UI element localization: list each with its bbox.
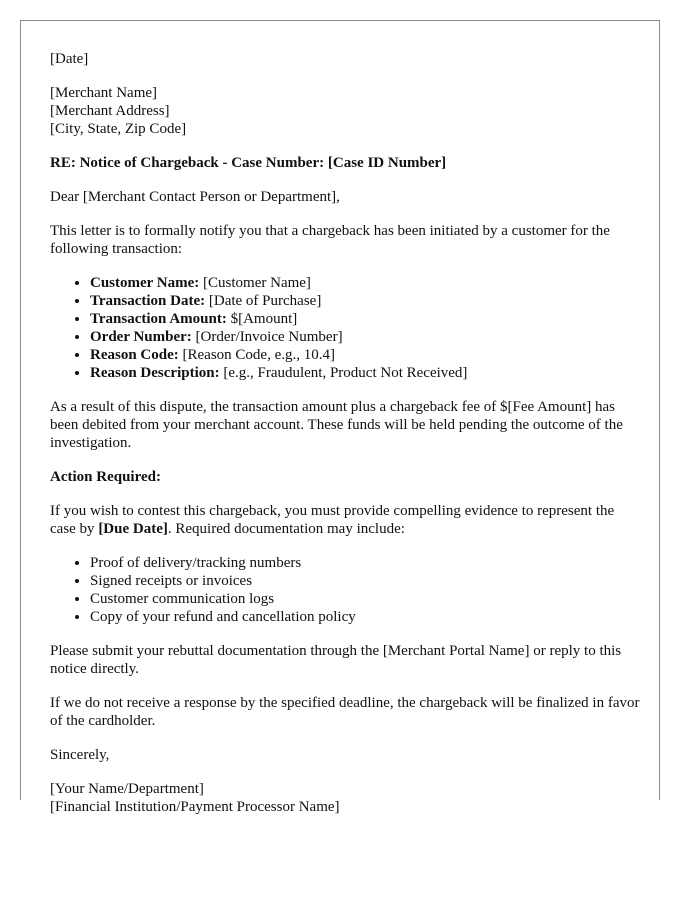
detail-transaction-amount (90, 310, 640, 328)
detail-value: [Customer Name] (199, 275, 311, 291)
detail-value: [e.g., Fraudulent, Product Not Received] (219, 365, 468, 381)
detail-label: Transaction Date: (90, 293, 206, 309)
documentation-item: • Copy of your refund and cancellation policy (90, 608, 640, 626)
re-line: RE: Notice of Chargeback - Case Number: [Case ID Number] (50, 155, 447, 171)
due-date: [Due Date] (98, 521, 168, 537)
detail-order-number (90, 328, 640, 346)
detail-reason-description (90, 364, 640, 382)
deadline-paragraph: If we do not receive a response by the specified deadline, the chargeback will be finalized in favor of the cardholder. (50, 695, 640, 729)
detail-customer-name (90, 274, 640, 292)
merchant-name: [Merchant Name] (50, 85, 158, 101)
contest-text-after: . Required documentation may include: (167, 521, 405, 537)
transaction-details-list (50, 274, 640, 382)
result-paragraph: As a result of this dispute, the transaction amount plus a chargeback fee of $[Fee Amount] has been debited from your merchant account. These funds will be held pending the outcome of the investigation. (50, 399, 623, 451)
letter-date: [Date] (50, 51, 89, 67)
letter-page (20, 20, 660, 815)
detail-transaction-date (90, 292, 640, 310)
submit-paragraph: Please submit your rebuttal documentation through the [Merchant Portal Name] or reply to this notice directly. (50, 643, 622, 677)
documentation-item: • Customer communication logs (90, 590, 640, 608)
detail-label: Transaction Amount: (90, 311, 227, 327)
detail-value: $[Amount] (226, 311, 298, 327)
detail-value: [Date of Purchase] (205, 293, 322, 309)
merchant-address-block (50, 84, 640, 138)
signature-name: [Your Name/Department] (50, 781, 204, 797)
detail-label: Customer Name: (90, 275, 200, 291)
detail-value: [Order/Invoice Number] (191, 329, 343, 345)
detail-value: [Reason Code, e.g., 10.4] (178, 347, 335, 363)
merchant-city-state-zip: [City, State, Zip Code] (50, 121, 187, 137)
closing: Sincerely, (50, 747, 110, 763)
intro-paragraph: This letter is to formally notify you that a chargeback has been initiated by a customer for the following transaction: (50, 223, 610, 257)
action-required-heading: Action Required: (50, 469, 161, 485)
detail-label: Reason Description: (90, 365, 220, 381)
salutation: Dear [Merchant Contact Person or Department], (50, 189, 340, 205)
documentation-list (50, 554, 640, 626)
contest-paragraph (50, 502, 640, 538)
detail-label: Reason Code: (90, 347, 179, 363)
detail-label: Order Number: (90, 329, 192, 345)
detail-reason-code (90, 346, 640, 364)
documentation-item: • Signed receipts or invoices (90, 572, 640, 590)
contest-text-before: If you wish to contest this chargeback, you must provide compelling evidence to represent the case by (50, 503, 615, 537)
signature-organization: [Financial Institution/Payment Processor Name] (50, 799, 340, 815)
signature-block (50, 780, 640, 816)
documentation-item: • Proof of delivery/tracking numbers (90, 554, 640, 572)
letter-body (50, 50, 640, 832)
merchant-address: [Merchant Address] (50, 103, 170, 119)
